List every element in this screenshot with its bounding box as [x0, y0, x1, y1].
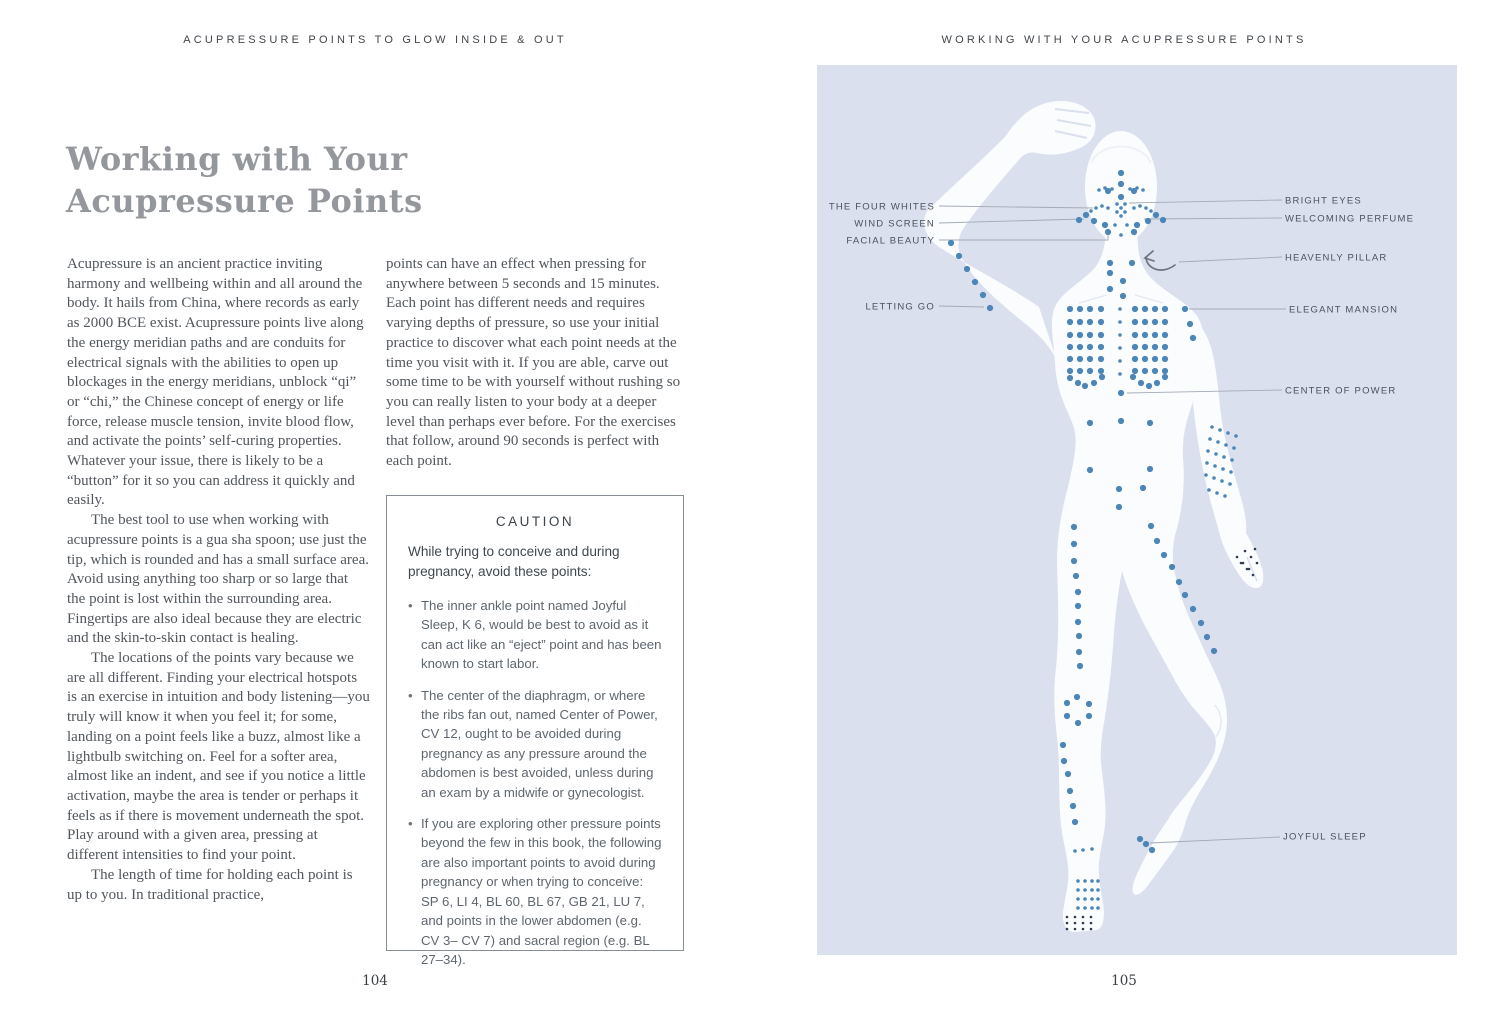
- caution-bullet: • The inner ankle point named Joyful Sleep, K 6, would be best to avoid as it can act like an “eject” point and has been known to start labor.: [408, 598, 662, 672]
- acupoint-dot: [1212, 476, 1216, 480]
- acupoint-dot: [1086, 713, 1092, 719]
- acupoint-dot: [1125, 223, 1129, 227]
- acupoint-dot: [1154, 538, 1160, 544]
- acupoint-dot: [1216, 440, 1220, 444]
- acupoint-dot: [1087, 420, 1093, 426]
- acupoint-dot: [1082, 922, 1085, 925]
- acupoint-dot: [948, 240, 954, 246]
- acupoint-dot: [1087, 306, 1093, 312]
- left-column-1: [67, 255, 370, 905]
- acupoint-dot: [1135, 186, 1139, 190]
- acupoint-dot: [1182, 592, 1188, 598]
- acupoint-dot: [1120, 278, 1126, 284]
- acupoint-dot: [1076, 633, 1082, 639]
- acupoint-dot: [1132, 344, 1138, 350]
- caution-bullet: • The center of the diaphragm, or where the ribs fan out, named Center of Power, CV 12, ought to be avoided during pregnancy as any pressure around the abdomen is best avoided, unless during an exam by a midwife or gynecologist.: [408, 687, 658, 800]
- acupoint-dot: [1077, 306, 1083, 312]
- acupoint-dot: [1087, 332, 1093, 338]
- acupoint-dot: [1090, 906, 1094, 910]
- acupoint-dot: [1083, 879, 1087, 883]
- acupoint-dot: [1149, 209, 1153, 213]
- acupoint-dot: [1099, 374, 1105, 380]
- acupoint-dot: [1098, 356, 1104, 362]
- acupoint-dot: [1064, 713, 1070, 719]
- acupoint-dot: [1190, 335, 1196, 341]
- acupoint-dot: [1087, 467, 1093, 473]
- acupoint-label: LETTING GO: [865, 301, 935, 313]
- acupoint-dot: [1067, 356, 1073, 362]
- acupoint-label: WELCOMING PERFUME: [1285, 213, 1415, 225]
- acupoint-dot: [1161, 552, 1167, 558]
- acupoint-dot: [1210, 425, 1214, 429]
- acupoint-dot: [1118, 418, 1124, 424]
- acupressure-figure-panel: [817, 65, 1457, 955]
- acupoint-dot: [1132, 356, 1138, 362]
- acupoint-dot: [1090, 922, 1093, 925]
- acupoint-label: HEAVENLY PILLAR: [1285, 252, 1388, 264]
- acupoint-dot: [964, 266, 970, 272]
- acupoint-dot: [1152, 356, 1158, 362]
- acupoint-dot: [1146, 383, 1152, 389]
- left-column-2: [386, 255, 687, 472]
- acupoint-dot: [1213, 464, 1217, 468]
- caution-bullet-list: [408, 596, 662, 969]
- acupoint-dot: [1152, 319, 1158, 325]
- page-title-line2: Acupressure Points: [66, 182, 423, 220]
- heavenly-pillar-arrow-icon: [1145, 251, 1175, 270]
- acupoint-dot: [980, 292, 986, 298]
- acupoint-dot: [1075, 603, 1081, 609]
- acupoint-dot: [1082, 383, 1088, 389]
- body-paragraph: The length of time for holding each point is up to you. In traditional practice,: [67, 866, 353, 903]
- acupoint-dot: [1142, 368, 1148, 374]
- acupoint-dot: [1131, 229, 1137, 235]
- acupoint-dot: [1142, 319, 1148, 325]
- acupoint-dot: [1153, 212, 1159, 218]
- acupoint-dot: [1250, 556, 1253, 559]
- acupoint-dot: [1077, 368, 1083, 374]
- acupoint-dot: [1119, 233, 1123, 237]
- acupoint-dot: [1132, 368, 1138, 374]
- acupoint-dot: [1065, 771, 1071, 777]
- acupoint-dot: [1248, 568, 1251, 571]
- acupoint-dot: [1118, 320, 1122, 324]
- acupoint-label: THE FOUR WHITES: [828, 201, 935, 213]
- acupoint-dot: [1198, 620, 1204, 626]
- acupoint-dot: [1061, 758, 1067, 764]
- acupoint-dot: [1152, 344, 1158, 350]
- acupoint-dot: [1204, 473, 1208, 477]
- acupoint-dot: [1130, 374, 1136, 380]
- acupoint-dot: [1074, 916, 1077, 919]
- acupoint-dot: [1116, 486, 1122, 492]
- acupoint-dot: [1128, 187, 1132, 191]
- acupoint-dot: [1162, 368, 1168, 374]
- acupoint-dot: [1154, 380, 1160, 386]
- acupoint-dot: [1132, 206, 1136, 210]
- acupoint-dot: [1098, 319, 1104, 325]
- acupoint-dot: [1142, 332, 1148, 338]
- acupoint-dot: [1067, 319, 1073, 325]
- acupoint-dot: [1087, 368, 1093, 374]
- acupoint-dot: [1169, 564, 1175, 570]
- acupoint-dot: [1226, 431, 1230, 435]
- acupoint-dot: [1090, 928, 1093, 931]
- acupoint-dot: [1090, 916, 1093, 919]
- acupoint-dot: [1076, 906, 1080, 910]
- acupoint-dot: [1123, 210, 1127, 214]
- acupoint-dot: [1118, 359, 1122, 363]
- page-title-line1: Working with Your: [66, 140, 408, 178]
- acupoint-dot: [1162, 306, 1168, 312]
- acupoint-dot: [1242, 562, 1245, 565]
- acupoint-dot: [1162, 332, 1168, 338]
- acupoint-dot: [1060, 742, 1066, 748]
- acupoint-dot: [1120, 293, 1126, 299]
- acupoint-dot: [1134, 222, 1140, 228]
- acupoint-dot: [1087, 356, 1093, 362]
- acupoint-dot: [1132, 332, 1138, 338]
- acupressure-figure-illustration: [817, 65, 1457, 955]
- label-leader-line: [939, 234, 1108, 240]
- acupoint-dot: [1110, 187, 1114, 191]
- acupoint-dot: [1252, 574, 1255, 577]
- acupoint-dot: [1096, 906, 1100, 910]
- acupoint-dot: [1118, 194, 1124, 200]
- acupoint-dot: [1098, 332, 1104, 338]
- right-page-number: 105: [1111, 973, 1137, 989]
- acupoint-dot: [1232, 446, 1236, 450]
- acupoint-dot: [1090, 888, 1094, 892]
- label-leader-line: [1179, 257, 1282, 262]
- acupoint-dot: [1073, 573, 1079, 579]
- acupoint-dot: [1076, 888, 1080, 892]
- acupoint-label: BRIGHT EYES: [1285, 195, 1362, 207]
- acupoint-dot: [1143, 841, 1149, 847]
- acupoint-dot: [1162, 356, 1168, 362]
- acupoint-dot: [1087, 344, 1093, 350]
- body-paragraph: The best tool to use when working with acupressure points is a gua sha spoon; use just the tip, which is rounded and has a small surface area. Avoid using anything too sharp or so large that the point is lost within the surrounding area. Fingertips are also ideal because they are electric and the skin-to-skin contact is healing.: [67, 512, 369, 647]
- acupoint-dot: [1119, 206, 1123, 210]
- acupoint-label: FACIAL BEAUTY: [846, 235, 935, 247]
- acupoint-dot: [1116, 504, 1122, 510]
- acupoint-dot: [1096, 897, 1100, 901]
- acupoint-dot: [1107, 286, 1113, 292]
- acupoint-dot: [1137, 836, 1143, 842]
- acupoint-dot: [1100, 204, 1104, 208]
- acupoint-dot: [1256, 562, 1259, 565]
- acupoint-dot: [1162, 344, 1168, 350]
- acupoint-dot: [1067, 375, 1073, 381]
- acupoint-dot: [1090, 897, 1094, 901]
- acupoint-dot: [1162, 319, 1168, 325]
- acupoint-dot: [1132, 306, 1138, 312]
- acupoint-dot: [1147, 466, 1153, 472]
- acupoint-dot: [1083, 897, 1087, 901]
- acupoint-dot: [1118, 346, 1122, 350]
- acupoint-dot: [1224, 443, 1228, 447]
- acupoint-dot: [1097, 188, 1101, 192]
- acupoint-dot: [1096, 879, 1100, 883]
- acupoint-dot: [1096, 888, 1100, 892]
- acupoint-dot: [1205, 461, 1209, 465]
- acupoint-dot: [1075, 589, 1081, 595]
- acupoint-dot: [1107, 270, 1113, 276]
- acupoint-dot: [1222, 455, 1226, 459]
- acupoint-dot: [1140, 485, 1146, 491]
- acupoint-dot: [1162, 374, 1168, 380]
- acupoint-dot: [1067, 788, 1073, 794]
- acupoint-dot: [1105, 229, 1111, 235]
- acupoint-dot: [1152, 306, 1158, 312]
- acupoint-dot: [1102, 222, 1108, 228]
- acupoint-dot: [1204, 634, 1210, 640]
- acupoint-dot: [987, 305, 993, 311]
- acupoint-dot: [1074, 922, 1077, 925]
- acupoint-dot: [1215, 491, 1219, 495]
- acupoint-dot: [1071, 541, 1077, 547]
- acupoint-dot: [1094, 206, 1098, 210]
- acupoint-dot: [1082, 928, 1085, 931]
- acupoint-dot: [1230, 458, 1234, 462]
- acupoint-dot: [1149, 847, 1155, 853]
- acupoint-dot: [1147, 420, 1153, 426]
- acupoint-dot: [1066, 922, 1069, 925]
- label-leader-line: [939, 306, 984, 307]
- acupoint-dot: [1103, 186, 1107, 190]
- acupoint-dot: [1138, 204, 1142, 208]
- acupoint-dot: [1067, 344, 1073, 350]
- acupoint-dot: [1118, 307, 1122, 311]
- acupoint-dot: [1207, 488, 1211, 492]
- acupoint-dot: [1187, 321, 1193, 327]
- acupoint-dot: [1083, 906, 1087, 910]
- acupoint-dot: [1064, 700, 1070, 706]
- acupoint-dot: [1083, 212, 1089, 218]
- acupoint-label: WIND SCREEN: [854, 218, 935, 230]
- acupoint-dot: [1118, 333, 1122, 337]
- acupoint-dot: [1141, 188, 1145, 192]
- acupoint-dot: [1214, 452, 1218, 456]
- acupoint-dot: [1072, 819, 1078, 825]
- acupoint-dot: [1132, 319, 1138, 325]
- acupoint-dot: [1254, 548, 1257, 551]
- acupoint-dot: [1073, 849, 1077, 853]
- acupoint-dot: [1091, 218, 1097, 224]
- acupoint-dot: [1119, 214, 1123, 218]
- acupoint-dot: [972, 279, 978, 285]
- acupoint-dot: [1077, 356, 1083, 362]
- acupoint-dot: [1076, 649, 1082, 655]
- acupoint-dot: [1107, 260, 1113, 266]
- acupoint-dot: [1077, 344, 1083, 350]
- acupoint-dot: [1221, 467, 1225, 471]
- acupoint-label: CENTER OF POWER: [1285, 385, 1397, 397]
- acupoint-dot: [1118, 390, 1124, 396]
- acupoint-dot: [1070, 803, 1076, 809]
- left-running-head: ACUPRESSURE POINTS TO GLOW INSIDE & OUT: [183, 34, 567, 46]
- body-paragraph: points can have an effect when pressing for anywhere between 5 seconds and 15 minutes. Each point has different needs and requires varying depths of pressure, so use your initial practice to discover what each point needs at the time you visit with it. If you are able, carve out some time to be with yourself without rushing so you can really listen to your body at a deeper level than perhaps ever before. For the exercises that follow, around 90 seconds is perfect with each point.: [386, 256, 681, 470]
- acupoint-dot: [1118, 170, 1124, 176]
- acupoint-dot: [1074, 694, 1080, 700]
- figure-hanging-arm: [1186, 317, 1263, 588]
- acupoint-dot: [1244, 550, 1247, 553]
- acupoint-dot: [1082, 916, 1085, 919]
- acupoint-dot: [1145, 218, 1151, 224]
- page-title: [66, 138, 423, 222]
- acupoint-dot: [956, 253, 962, 259]
- acupoint-dot: [1115, 202, 1119, 206]
- acupoint-dot: [1144, 206, 1148, 210]
- right-running-head: WORKING WITH YOUR ACUPRESSURE POINTS: [941, 34, 1307, 46]
- acupoint-dot: [1077, 332, 1083, 338]
- acupoint-dot: [1076, 879, 1080, 883]
- left-page-number: 104: [362, 973, 388, 989]
- acupoint-dot: [1071, 524, 1077, 530]
- acupoint-dot: [1067, 306, 1073, 312]
- acupoint-dot: [1142, 356, 1148, 362]
- acupoint-dot: [1075, 619, 1081, 625]
- acupoint-dot: [1090, 879, 1094, 883]
- acupoint-dot: [1211, 648, 1217, 654]
- acupoint-dot: [1067, 368, 1073, 374]
- acupoint-dot: [1074, 928, 1077, 931]
- acupoint-dot: [1066, 916, 1069, 919]
- acupoint-dot: [1208, 437, 1212, 441]
- acupoint-dot: [1083, 888, 1087, 892]
- acupoint-label: JOYFUL SLEEP: [1283, 831, 1367, 843]
- caution-box: [386, 495, 684, 967]
- acupoint-dot: [1090, 847, 1094, 851]
- acupoint-dot: [1087, 319, 1093, 325]
- acupoint-dot: [1071, 558, 1077, 564]
- caution-intro: While trying to conceive and during pregnancy, avoid these points:: [408, 544, 620, 579]
- acupoint-dot: [1106, 206, 1110, 210]
- acupoint-dot: [1077, 319, 1083, 325]
- acupoint-dot: [1089, 209, 1093, 213]
- acupoint-dot: [1077, 663, 1083, 669]
- body-paragraph: Acupressure is an ancient practice inviting harmony and wellbeing within and all around the body. It hails from China, where records as early as 2000 BCE exist. Acupressure points live along the energy meridian paths and are conduits for electrical signals with the abilities to open up blockages in the energy meridians, unblock “qi” or “chi,” the Chinese concept of energy or life force, release muscle tension, invite blood flow, and activate the points’ self-curing properties. Whatever your issue, there is likely to be a “button” for it so you can address it quickly and easily.: [67, 256, 364, 509]
- acupoint-dot: [1086, 701, 1092, 707]
- acupoint-dot: [1218, 428, 1222, 432]
- acupoint-dot: [1123, 202, 1127, 206]
- acupoint-dot: [1182, 306, 1188, 312]
- acupoint-dot: [1076, 897, 1080, 901]
- acupoint-dot: [1236, 556, 1239, 559]
- acupoint-dot: [1066, 928, 1069, 931]
- acupoint-dot: [1142, 306, 1148, 312]
- acupoint-dot: [1234, 434, 1238, 438]
- acupoint-dot: [1129, 260, 1135, 266]
- acupoint-dot: [1176, 579, 1182, 585]
- acupoint-label: ELEGANT MANSION: [1289, 304, 1399, 316]
- acupoint-dot: [1160, 217, 1166, 223]
- acupoint-dot: [1118, 372, 1122, 376]
- acupoint-dot: [1142, 344, 1148, 350]
- acupoint-dot: [1081, 848, 1085, 852]
- acupoint-dot: [1067, 332, 1073, 338]
- acupoint-dot: [1098, 344, 1104, 350]
- acupoint-dot: [1228, 482, 1232, 486]
- acupoint-dot: [1138, 380, 1144, 386]
- acupoint-dot: [1098, 306, 1104, 312]
- acupoint-dot: [1152, 368, 1158, 374]
- acupoint-dot: [1113, 223, 1117, 227]
- acupoint-dot: [1098, 368, 1104, 374]
- acupoint-dot: [1075, 720, 1081, 726]
- acupoint-dot: [1118, 181, 1124, 187]
- acupoint-dot: [1115, 210, 1119, 214]
- acupoint-dot: [1220, 479, 1224, 483]
- acupoint-dot: [1190, 606, 1196, 612]
- acupoint-dot: [1152, 332, 1158, 338]
- caution-title: CAUTION: [495, 514, 575, 529]
- acupoint-dot: [1075, 380, 1081, 386]
- acupoint-dot: [1148, 523, 1154, 529]
- acupoint-dot: [1206, 449, 1210, 453]
- body-paragraph: The locations of the points vary because we are all different. Finding your electrical hotspots is an exercise in intuition and body listening—you truly will know it when you feel it; for some, landing on a point feels like a buzz, almost like a lightbulb switching on. Feel for a softer area, almost like an indent, and see if you notice a little activation, maybe the area is tender or perhaps it feels as if there is movement underneath the spot. Play around with a given area, pressing at different intensities to find your point.: [67, 650, 370, 864]
- acupoint-dot: [1076, 217, 1082, 223]
- acupoint-dot: [1229, 470, 1233, 474]
- acupoint-dot: [1091, 380, 1097, 386]
- acupoint-dot: [1223, 494, 1227, 498]
- caution-bullet: • If you are exploring other pressure points beyond the few in this book, the following are also important points to avoid during pregnancy or when trying to conceive: SP 6, LI 4, BL 60, BL 67, GB 21, LU 7, and points in the lower abdomen (e.g. CV 3– CV 7) and sacral region (e.g. BL 27–34).: [408, 816, 662, 967]
